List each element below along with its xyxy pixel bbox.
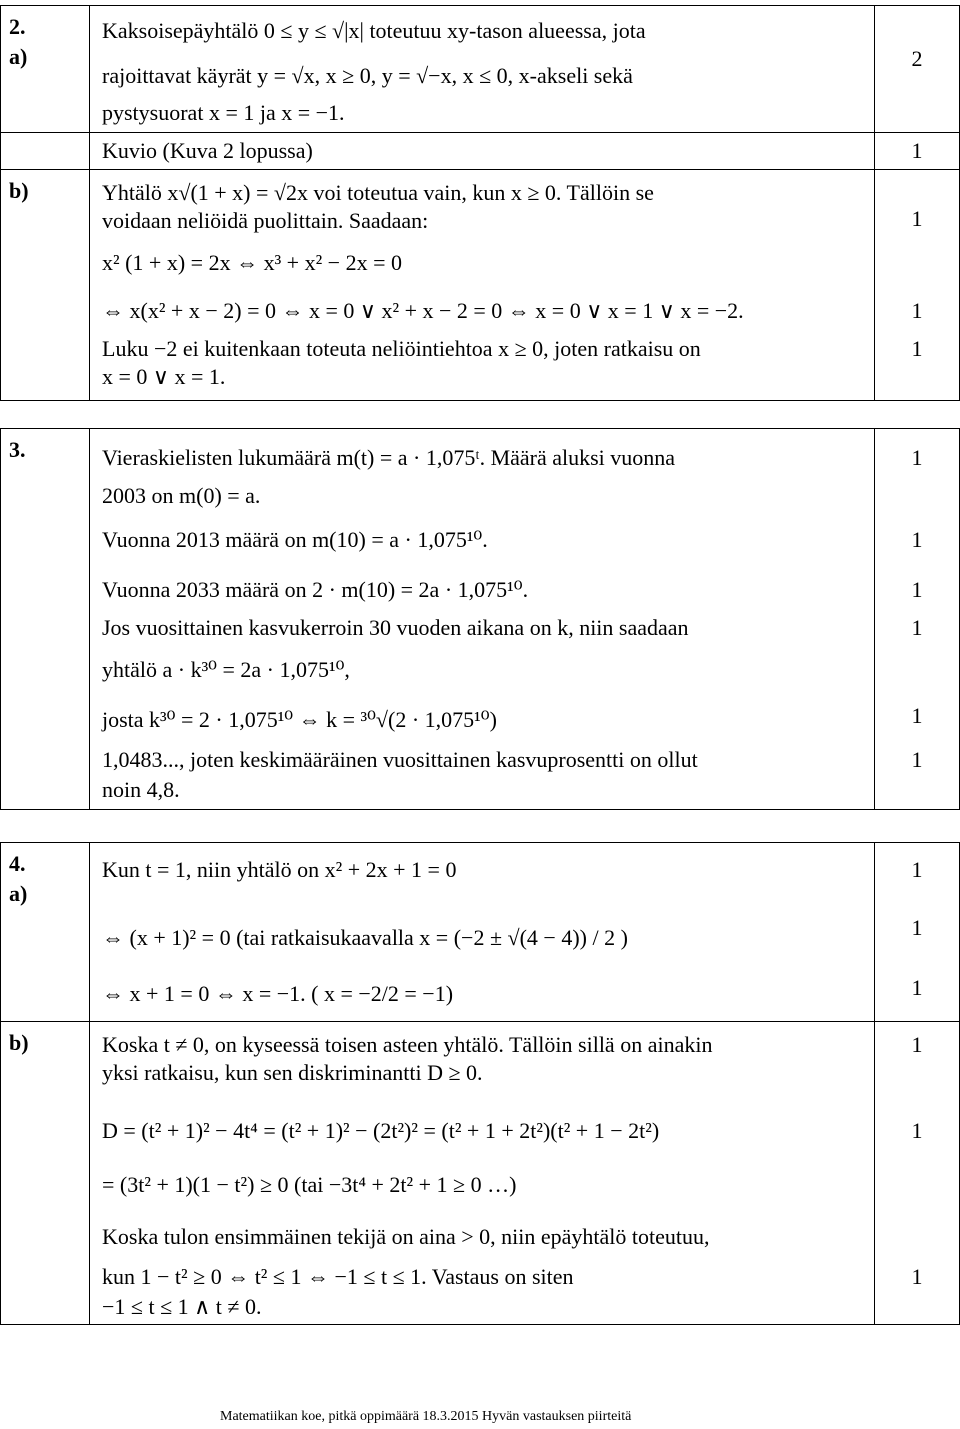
p2-line-9: Luku −2 ei kuitenkaan toteuta neliöintiehtoa x ≥ 0, joten ratkaisu on bbox=[102, 336, 701, 361]
problem-2a-label: 2. a) bbox=[9, 14, 28, 69]
problem-3-label: 3. bbox=[9, 437, 26, 462]
problem-3-table bbox=[0, 428, 960, 810]
p4-line-7: = (3t² + 1)(1 − t²) ≥ 0 (tai −3t⁴ + 2t² + 1 ≥ 0 …) bbox=[102, 1172, 517, 1197]
p4-point-2: 1 bbox=[911, 915, 923, 940]
p4-line-10: −1 ≤ t ≤ 1 ∧ t ≠ 0. bbox=[102, 1294, 262, 1319]
p3-line-7: josta k³⁰ = 2 · 1,075¹⁰ ⇔ k = ³⁰√(2 · 1,075¹⁰) bbox=[102, 707, 497, 732]
p4-point-4: 1 bbox=[911, 1032, 923, 1057]
p2-line-6: voidaan neliöidä puolittain. Saadaan: bbox=[102, 208, 429, 233]
p3-line-4: Vuonna 2033 määrä on 2 · m(10) = 2a · 1,075¹⁰. bbox=[102, 577, 529, 602]
p4-point-3: 1 bbox=[911, 975, 923, 1000]
page-footer: Matematiikan koe, pitkä oppimäärä 18.3.2015 Hyvän vastauksen piirteitä bbox=[220, 1409, 632, 1424]
p2-line-3: pystysuorat x = 1 ja x = −1. bbox=[102, 100, 345, 125]
p2-point-1: 2 bbox=[911, 46, 923, 71]
p4-line-3: ⇔ x + 1 = 0 ⇔ x = −1. ( x = −2/2 = −1) bbox=[102, 981, 454, 1006]
p4-line-5: yksi ratkaisu, kun sen diskriminantti D ≥ 0. bbox=[102, 1060, 483, 1085]
p4-line-2: ⇔ (x + 1)² = 0 (tai ratkaisukaavalla x = (−2 ± √(4 − 4)) / 2 ) bbox=[102, 925, 628, 950]
p3-point-3: 1 bbox=[911, 577, 923, 602]
p3-point-2: 1 bbox=[911, 527, 923, 552]
p2-line-8: ⇔ x(x² + x − 2) = 0 ⇔ x = 0 ∨ x² + x − 2 = 0 ⇔ x = 0 ∨ x = 1 ∨ x = −2. bbox=[102, 298, 744, 323]
p2-point-3: 1 bbox=[911, 206, 923, 231]
p3-line-1: Vieraskielisten lukumäärä m(t) = a · 1,075ᵗ. Määrä aluksi vuonna bbox=[102, 445, 676, 470]
p3-point-1: 1 bbox=[911, 445, 923, 470]
p2-point-4: 1 bbox=[911, 298, 923, 323]
p3-line-2: 2003 on m(0) = a. bbox=[102, 483, 261, 508]
problem-4a-label: 4. a) bbox=[9, 851, 28, 906]
p4-line-9: kun 1 − t² ≥ 0 ⇔ t² ≤ 1 ⇔ −1 ≤ t ≤ 1. Vastaus on siten bbox=[102, 1264, 574, 1289]
p2-line-7: x² (1 + x) = 2x ⇔ x³ + x² − 2x = 0 bbox=[102, 250, 402, 275]
p4-point-6: 1 bbox=[911, 1264, 923, 1289]
p4-point-1: 1 bbox=[911, 857, 923, 882]
problem-4-table bbox=[0, 842, 960, 1325]
p3-line-3: Vuonna 2013 määrä on m(10) = a · 1,075¹⁰. bbox=[102, 527, 488, 552]
p3-line-9: noin 4,8. bbox=[102, 777, 180, 802]
p3-line-8: 1,0483..., joten keskimääräinen vuosittainen kasvuprosentti on ollut bbox=[102, 747, 698, 772]
p2-line-10: x = 0 ∨ x = 1. bbox=[102, 364, 226, 389]
p2-line-5: Yhtälö x√(1 + x) = √2x voi toteutua vain, kun x ≥ 0. Tällöin se bbox=[102, 180, 654, 205]
p3-line-5: Jos vuosittainen kasvukerroin 30 vuoden aikana on k, niin saadaan bbox=[102, 615, 689, 640]
p2-line-4: Kuvio (Kuva 2 lopussa) bbox=[102, 138, 313, 163]
p2-point-5: 1 bbox=[911, 336, 923, 361]
problem-4b-label: b) bbox=[9, 1030, 29, 1055]
problem-2b-label: b) bbox=[9, 178, 29, 203]
p3-line-6: yhtälö a · k³⁰ = 2a · 1,075¹⁰, bbox=[102, 657, 350, 682]
p2-point-2: 1 bbox=[911, 138, 923, 163]
p4-line-1: Kun t = 1, niin yhtälö on x² + 2x + 1 = 0 bbox=[102, 857, 457, 882]
p4-point-5: 1 bbox=[911, 1118, 923, 1143]
p4-line-4: Koska t ≠ 0, on kyseessä toisen asteen yhtälö. Tällöin sillä on ainakin bbox=[102, 1032, 713, 1057]
p3-point-6: 1 bbox=[911, 747, 923, 772]
p2-line-2: rajoittavat käyrät y = √x, x ≥ 0, y = √−x, x ≤ 0, x-akseli sekä bbox=[102, 63, 633, 88]
p2-line-1: Kaksoisepäyhtälö 0 ≤ y ≤ √|x| toteutuu xy-tason alueessa, jota bbox=[102, 18, 646, 43]
p3-point-4: 1 bbox=[911, 615, 923, 640]
problem-2-table bbox=[0, 5, 960, 401]
p4-line-6: D = (t² + 1)² − 4t⁴ = (t² + 1)² − (2t²)² = (t² + 1 + 2t²)(t² + 1 − 2t²) bbox=[102, 1118, 660, 1143]
p4-line-8: Koska tulon ensimmäinen tekijä on aina > 0, niin epäyhtälö toteutuu, bbox=[102, 1224, 710, 1249]
p3-point-5: 1 bbox=[911, 703, 923, 728]
